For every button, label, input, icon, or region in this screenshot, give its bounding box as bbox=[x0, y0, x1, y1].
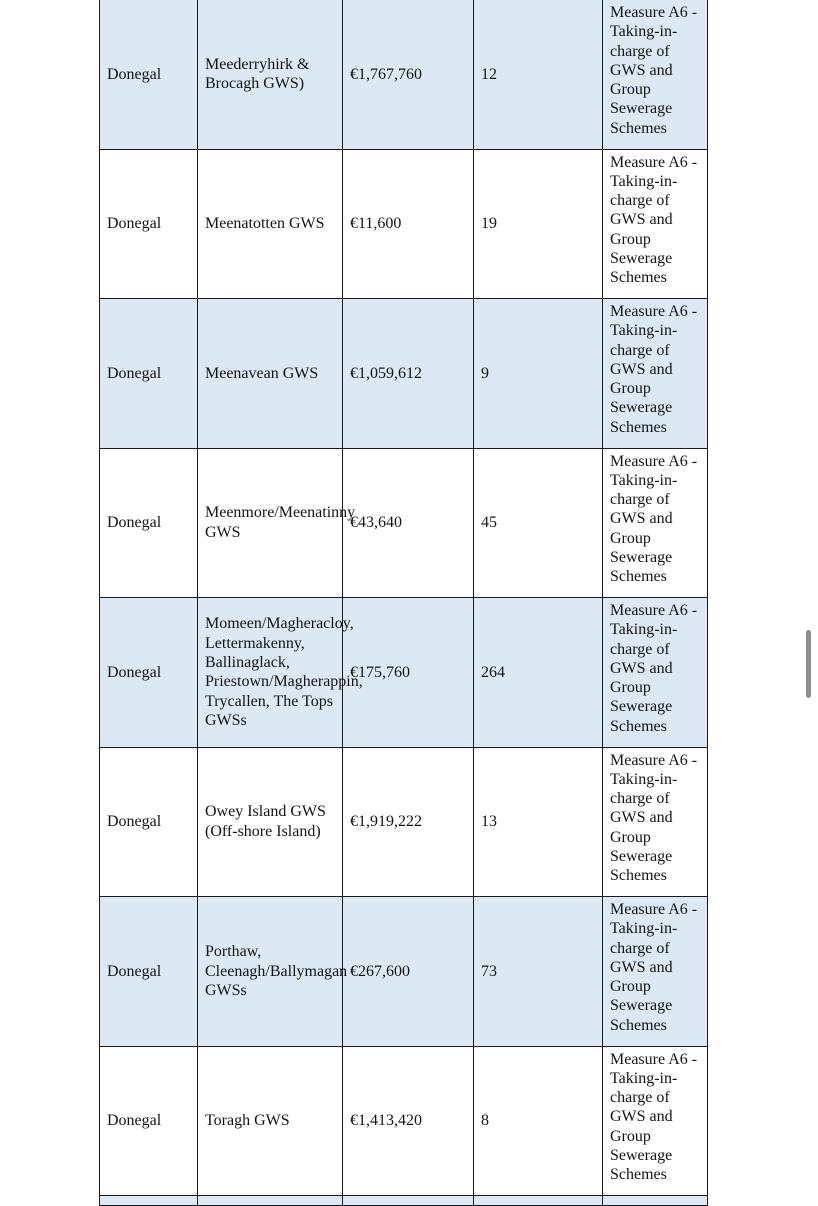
number-cell: 264 bbox=[474, 598, 603, 748]
table-row-partial bbox=[100, 1196, 708, 1206]
amount-cell: €175,760 bbox=[343, 598, 474, 748]
measure-cell: Measure A6 - Taking-in-charge of GWS and Group Sewerage Schemes bbox=[603, 747, 708, 897]
table-row bbox=[100, 1046, 708, 1196]
number-cell: 19 bbox=[474, 149, 603, 299]
amount-cell: €1,059,612 bbox=[343, 299, 474, 449]
scheme-cell: Owey Island GWS (Off-shore Island) bbox=[198, 747, 343, 897]
number-cell: 8 bbox=[474, 1046, 603, 1196]
measure-cell: Measure A6 - Taking-in-charge of GWS and Group Sewerage Schemes bbox=[603, 1046, 708, 1196]
number-cell: 12 bbox=[474, 0, 603, 149]
county-cell: Donegal bbox=[100, 897, 198, 1047]
table-row bbox=[100, 598, 708, 748]
measure-cell: Measure A6 - Taking-in-charge of GWS and Group Sewerage Schemes bbox=[603, 149, 708, 299]
scheme-cell: Porthaw, Cleenagh/Ballymagan GWSs bbox=[198, 897, 343, 1047]
county-cell: Donegal bbox=[100, 448, 198, 598]
table-row bbox=[100, 149, 708, 299]
county-cell: Donegal bbox=[100, 299, 198, 449]
number-cell: 45 bbox=[474, 448, 603, 598]
amount-cell: €1,413,420 bbox=[343, 1046, 474, 1196]
scheme-cell: Meenatotten GWS bbox=[198, 149, 343, 299]
table-row bbox=[100, 299, 708, 449]
county-cell: Donegal bbox=[100, 598, 198, 748]
measure-cell: Measure A6 - Taking-in-charge of GWS and Group Sewerage Schemes bbox=[603, 448, 708, 598]
amount-cell: €43,640 bbox=[343, 448, 474, 598]
scrollbar-thumb[interactable] bbox=[806, 630, 811, 698]
scheme-cell: Momeen/Magheracloy, Lettermakenny, Ballinaglack, Priestown/Magherappin, Trycallen, The Tops GWSs bbox=[198, 598, 343, 748]
measure-cell: Measure A6 - Taking-in-charge of GWS and Group Sewerage Schemes bbox=[603, 897, 708, 1047]
table-row bbox=[100, 897, 708, 1047]
amount-cell: €267,600 bbox=[343, 897, 474, 1047]
county-cell: Donegal bbox=[100, 149, 198, 299]
measure-cell: Measure A6 - Taking-in-charge of GWS and Group Sewerage Schemes bbox=[603, 299, 708, 449]
scheme-cell: Meenmore/Meenatinny GWS bbox=[198, 448, 343, 598]
measure-cell: Measure A6 - Taking-in-charge of GWS and Group Sewerage Schemes bbox=[603, 598, 708, 748]
scheme-cell: Toragh GWS bbox=[198, 1046, 343, 1196]
table-row bbox=[100, 448, 708, 598]
table-row bbox=[100, 747, 708, 897]
number-cell: 13 bbox=[474, 747, 603, 897]
scheme-cell: Meederryhirk & Brocagh GWS) bbox=[198, 0, 343, 149]
county-cell: Donegal bbox=[100, 0, 198, 149]
county-cell: Donegal bbox=[100, 747, 198, 897]
amount-cell: €1,919,222 bbox=[343, 747, 474, 897]
table-row bbox=[100, 0, 708, 149]
county-cell: Donegal bbox=[100, 1046, 198, 1196]
scheme-cell: Meenavean GWS bbox=[198, 299, 343, 449]
number-cell: 73 bbox=[474, 897, 603, 1047]
amount-cell: €11,600 bbox=[343, 149, 474, 299]
measure-cell: Measure A6 - Taking-in-charge of GWS and Group Sewerage Schemes bbox=[603, 0, 708, 149]
grants-table bbox=[99, 0, 708, 1206]
number-cell: 9 bbox=[474, 299, 603, 449]
amount-cell: €1,767,760 bbox=[343, 0, 474, 149]
